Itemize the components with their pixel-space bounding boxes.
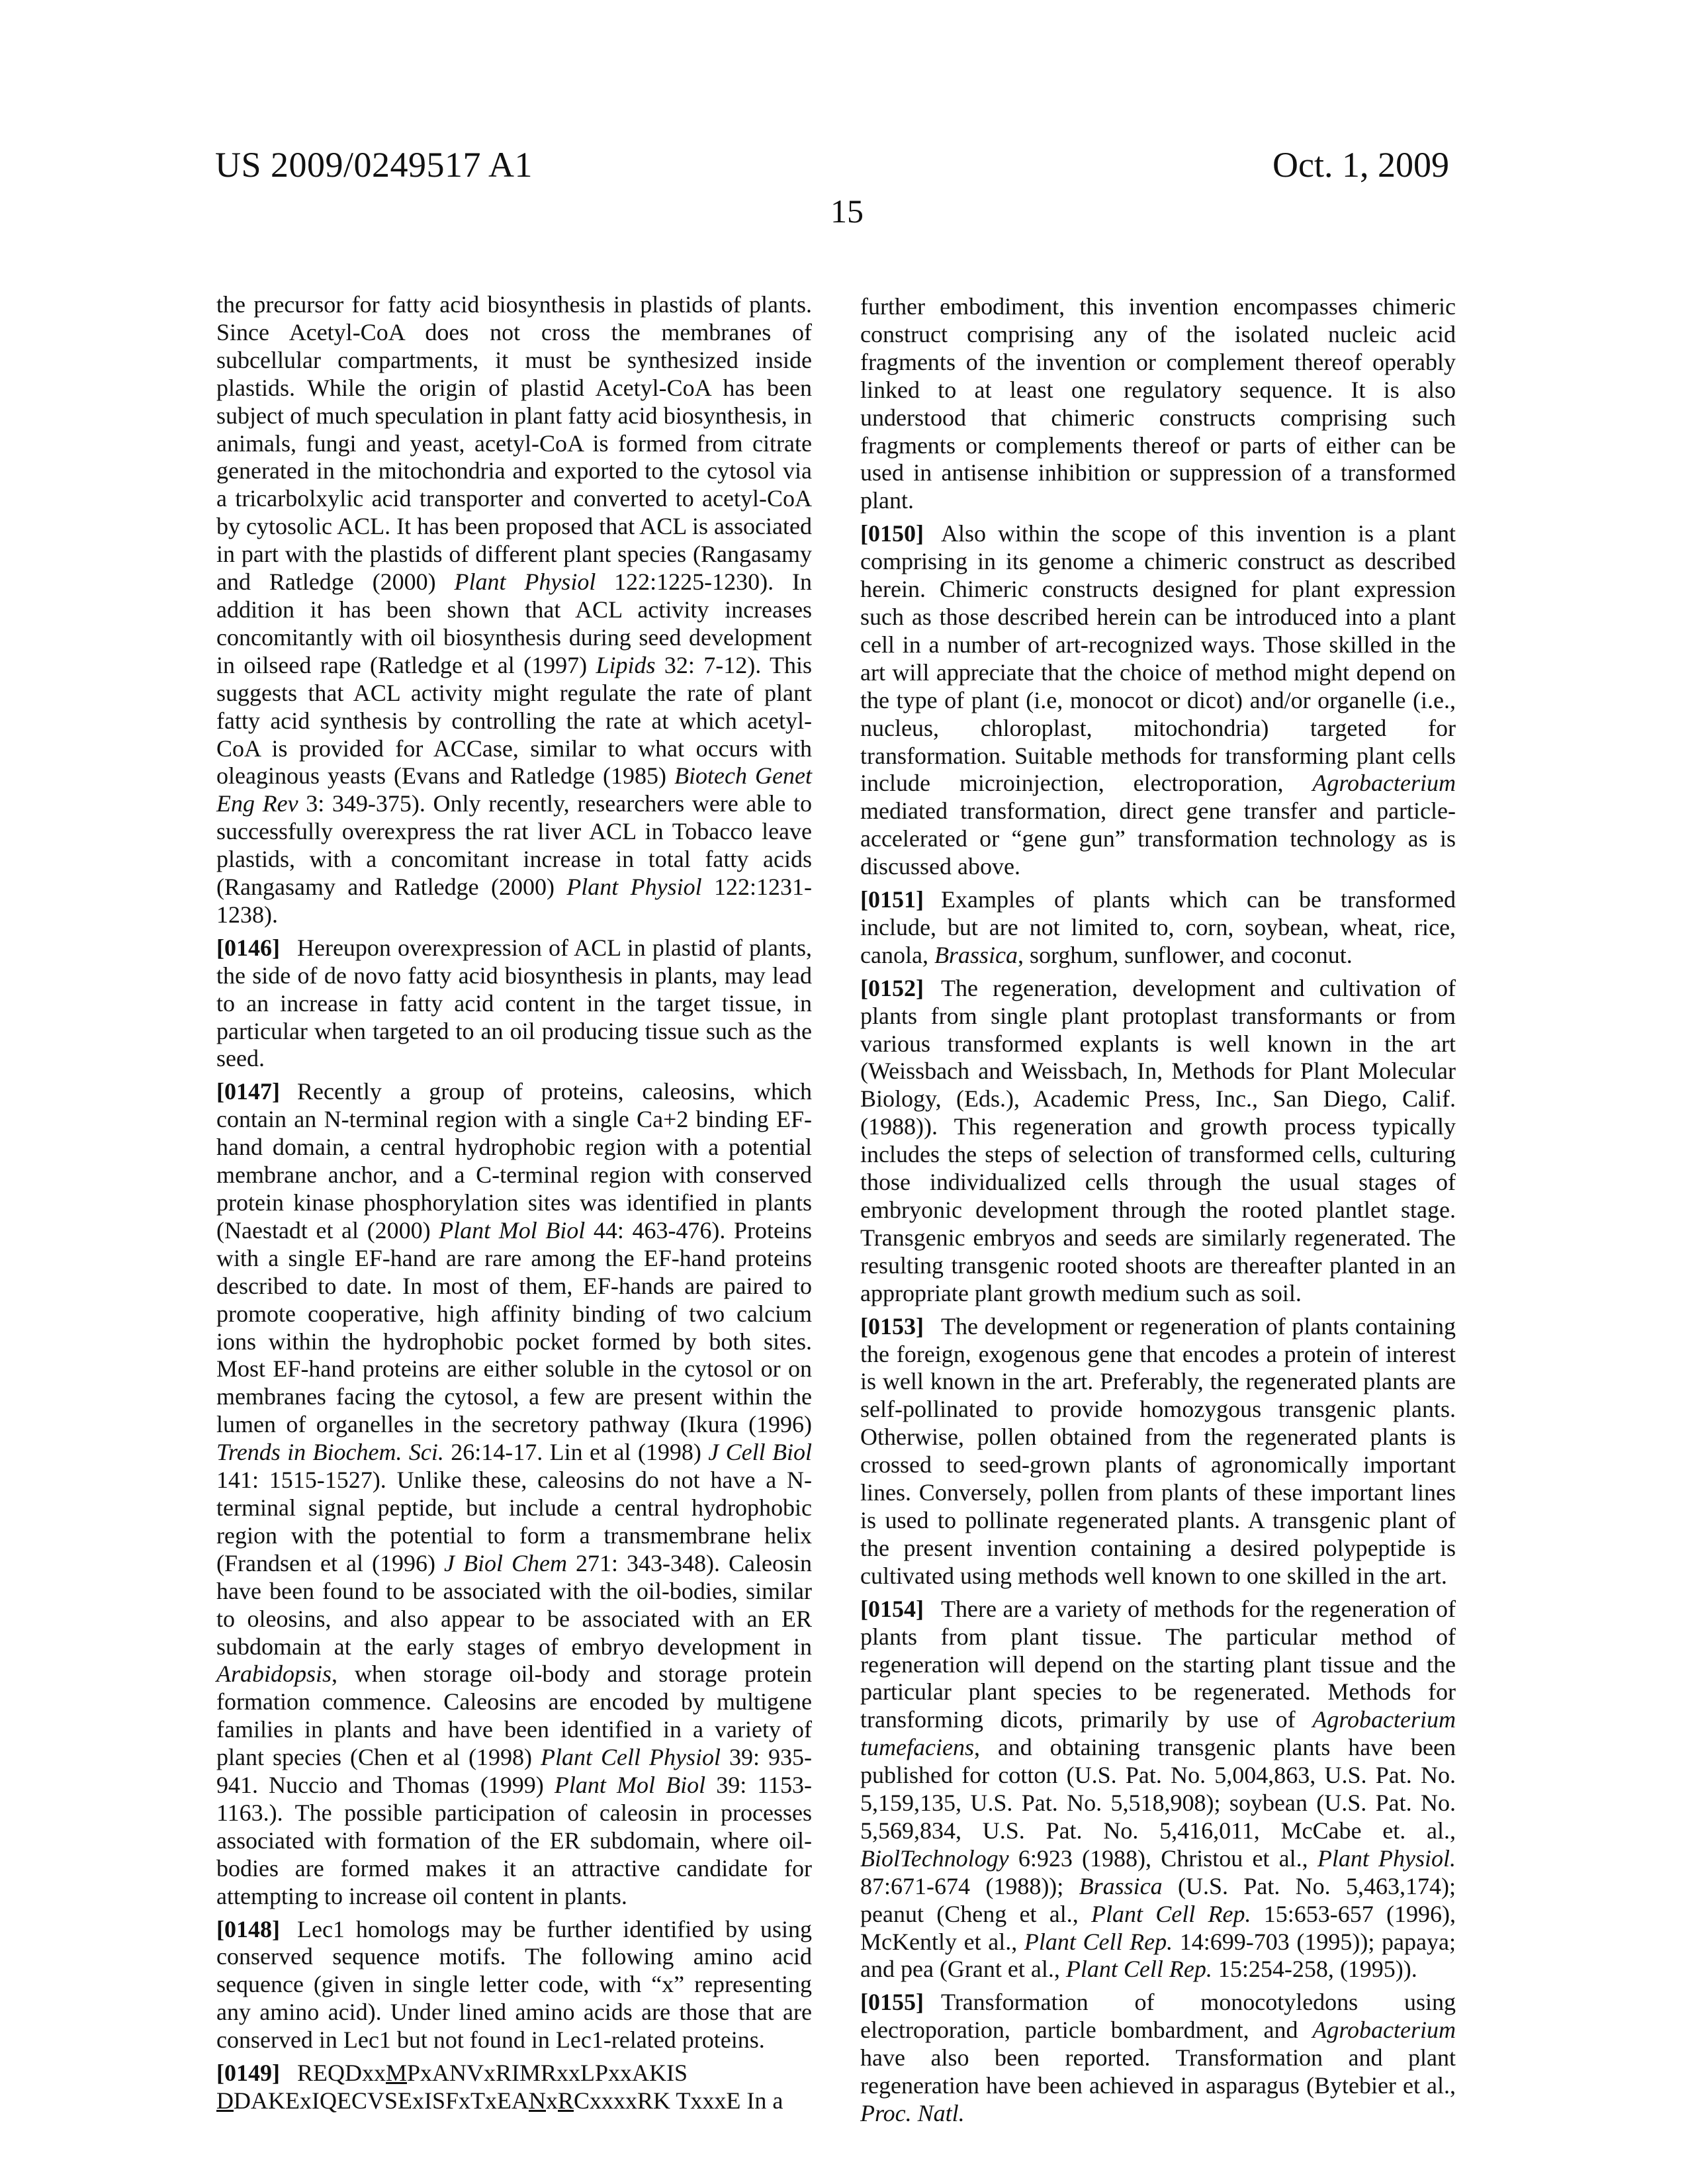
right-column bbox=[860, 293, 1456, 2133]
paragraph-0153: [0153] The development or regeneration of plants containing the foreign, exogenous gene that encodes a protein of interest is well known in the art. Preferably, the regenerated plants are self-pollinated to provide homozygous transgenic plants. Otherwise, pollen obtained from the regenerated plants is crossed to seed-grown plants of agronomically important lines. Conversely, pollen from plants of these important lines is used to pollinate regenerated plants. A transgenic plant of the present invention containing a desired polypeptide is cultivated using methods well known to one skilled in the art. bbox=[860, 1313, 1456, 1590]
paragraph-0151: [0151] Examples of plants which can be transformed include, but are not limited to, corn, soybean, wheat, rice, canola, Brassica, sorghum, sunflower, and coconut. bbox=[860, 886, 1456, 970]
paragraph-number: [0155] bbox=[860, 1989, 924, 2015]
left-column bbox=[216, 291, 812, 2120]
paragraph-number: [0153] bbox=[860, 1313, 924, 1340]
page-number: 15 bbox=[0, 192, 1694, 230]
paragraph-0150: [0150] Also within the scope of this invention is a plant comprising in its genome a chimeric construct as described herein. Chimeric constructs designed for plant expression such as those described herein can be introduced into a plant cell in a number of art-recognized ways. Those skilled in the art will appreciate that the choice of method might depend on the type of plant (i.e, monocot or dicot) and/or organelle (i.e., nucleus, chloroplast, mitochondria) targeted for transformation. Suitable methods for transforming plant cells include microinjection, electroporation, Agrobacterium mediated transformation, direct gene transfer and particle-accelerated or “gene gun” transformation technology as is discussed above. bbox=[860, 520, 1456, 881]
paragraph-number: [0147] bbox=[216, 1078, 280, 1105]
paragraph-number: [0149] bbox=[216, 2060, 280, 2086]
paragraph-continued: the precursor for fatty acid biosynthesis in plastids of plants. Since Acetyl-CoA does not cross the membranes of subcellular compartments, it must be synthesized inside plastids. While the origin of plastid Acetyl-CoA has been subject of much speculation in plant fatty acid biosynthesis, in animals, fungi and yeast, acetyl-CoA is formed from citrate generated in the mitochondria and exported to the cytosol via a tricarbolxylic acid transporter and converted to acetyl-CoA by cytosolic ACL. It has been proposed that ACL is associated in part with the plastids of different plant species (Rangasamy and Ratledge (2000) Plant Physiol 122:1225-1230). In addition it has been shown that ACL activity increases concomitantly with oil biosynthesis during seed development in oilseed rape (Ratledge et al (1997) Lipids 32: 7-12). This suggests that ACL activity might regulate the rate of plant fatty acid synthesis by controlling the rate at which acetyl-CoA is provided for ACCase, similar to what occurs with oleaginous yeasts (Evans and Ratledge (1985) Biotech Genet Eng Rev 3: 349-375). Only recently, researchers were able to successfully overexpress the rat liver ACL in Tobacco leave plastids, with a concomitant increase in total fatty acids (Rangasamy and Ratledge (2000) Plant Physiol 122:1231-1238). bbox=[216, 291, 812, 929]
paragraph-0152: [0152] The regeneration, development and cultivation of plants from single plant protoplast transformants or from various transformed explants is well known in the art (Weissbach and Weissbach, In, Methods for Plant Molecular Biology, (Eds.), Academic Press, Inc., San Diego, Calif. (1988)). This regeneration and growth process typically includes the steps of selection of transformed cells, culturing those individualized cells through the usual stages of embryonic development through the rooted plantlet stage. Transgenic embryos and seeds are similarly regenerated. The resulting transgenic rooted shoots are thereafter planted in an appropriate plant growth medium such as soil. bbox=[860, 975, 1456, 1308]
sequence-line-2: DDAKExIQECVSExISFxTxEANxRCxxxxRK TxxxE In a bbox=[216, 2087, 783, 2114]
paragraph-0148: [0148] Lec1 homologs may be further identified by using conserved sequence motifs. The following amino acid sequence (given in single letter code, with “x” representing any amino acid). Under lined amino acids are those that are conserved in Lec1 but not found in Lec1-related proteins. bbox=[216, 1916, 812, 2055]
paragraph-0149 bbox=[216, 2060, 812, 2115]
paragraph-number: [0152] bbox=[860, 975, 924, 1001]
publication-date: Oct. 1, 2009 bbox=[1272, 144, 1449, 185]
publication-number: US 2009/0249517 A1 bbox=[215, 144, 533, 185]
paragraph-0155: [0155] Transformation of monocotyledons using electroporation, particle bombardment, and Agrobacterium have also been reported. Transformation and plant regeneration have been achieved in asparagus (Bytebier et al., Proc. Natl. bbox=[860, 1989, 1456, 2128]
paragraph-0146: [0146] Hereupon overexpression of ACL in plastid of plants, the side of de novo fatty acid biosynthesis in plants, may lead to an increase in fatty acid content in the target tissue, in particular when targeted to an oil producing tissue such as the seed. bbox=[216, 934, 812, 1073]
paragraph-number: [0148] bbox=[216, 1916, 280, 1942]
paragraph-number: [0150] bbox=[860, 520, 924, 547]
sequence-line-1: REQDxxMPxANVxRIMRxxLPxxAKIS bbox=[297, 2060, 688, 2086]
paragraph-number: [0151] bbox=[860, 886, 924, 913]
paragraph-number: [0154] bbox=[860, 1596, 924, 1622]
paragraph-0147: [0147] Recently a group of proteins, caleosins, which contain an N-terminal region with a single Ca+2 binding EF-hand domain, a central hydrophobic region with a potential membrane anchor, and a C-terminal region with conserved protein kinase phosphorylation sites was identified in plants (Naestadt et al (2000) Plant Mol Biol 44: 463-476). Proteins with a single EF-hand are rare among the EF-hand proteins described to date. In most of them, EF-hands are paired to promote cooperative, high affinity binding of two calcium ions within the hydrophobic pocket formed by both sites. Most EF-hand proteins are either soluble in the cytosol or on membranes facing the cytosol, a few are present within the lumen of organelles in the secretory pathway (Ikura (1996) Trends in Biochem. Sci. 26:14-17. Lin et al (1998) J Cell Biol 141: 1515-1527). Unlike these, caleosins do not have a N-terminal signal peptide, but include a central hydrophobic region with the potential to form a transmembrane helix (Frandsen et al (1996) J Biol Chem 271: 343-348). Caleosin have been found to be associated with the oil-bodies, similar to oleosins, and also appear to be associated with an ER subdomain at the early stages of embryo development in Arabidopsis, when storage oil-body and storage protein formation commence. Caleosins are encoded by multigene families in plants and have been identified in a variety of plant species (Chen et al (1998) Plant Cell Physiol 39: 935-941. Nuccio and Thomas (1999) Plant Mol Biol 39: 1153-1163.). The possible participation of caleosin in processes associated with formation of the ER subdomain, where oil-bodies are formed makes it an attractive candidate for attempting to increase oil content in plants. bbox=[216, 1078, 812, 1910]
paragraph-number: [0146] bbox=[216, 934, 280, 961]
paragraph-continued: further embodiment, this invention encompasses chimeric construct comprising any of the isolated nucleic acid fragments of the invention or complement thereof operably linked to at least one regulatory sequence. It is also understood that chimeric constructs comprising such fragments or complements thereof or parts of either can be used in antisense inhibition or suppression of a transformed plant. bbox=[860, 293, 1456, 515]
paragraph-0154: [0154] There are a variety of methods for the regeneration of plants from plant tissue. The particular method of regeneration will depend on the starting plant tissue and the particular plant species to be regenerated. Methods for transforming dicots, primarily by use of Agrobacterium tumefaciens, and obtaining transgenic plants have been published for cotton (U.S. Pat. No. 5,004,863, U.S. Pat. No. 5,159,135, U.S. Pat. No. 5,518,908); soybean (U.S. Pat. No. 5,569,834, U.S. Pat. No. 5,416,011, McCabe et. al., BiolTechnology 6:923 (1988), Christou et al., Plant Physiol. 87:671-674 (1988)); Brassica (U.S. Pat. No. 5,463,174); peanut (Cheng et al., Plant Cell Rep. 15:653-657 (1996), McKently et al., Plant Cell Rep. 14:699-703 (1995)); papaya; and pea (Grant et al., Plant Cell Rep. 15:254-258, (1995)). bbox=[860, 1596, 1456, 1984]
